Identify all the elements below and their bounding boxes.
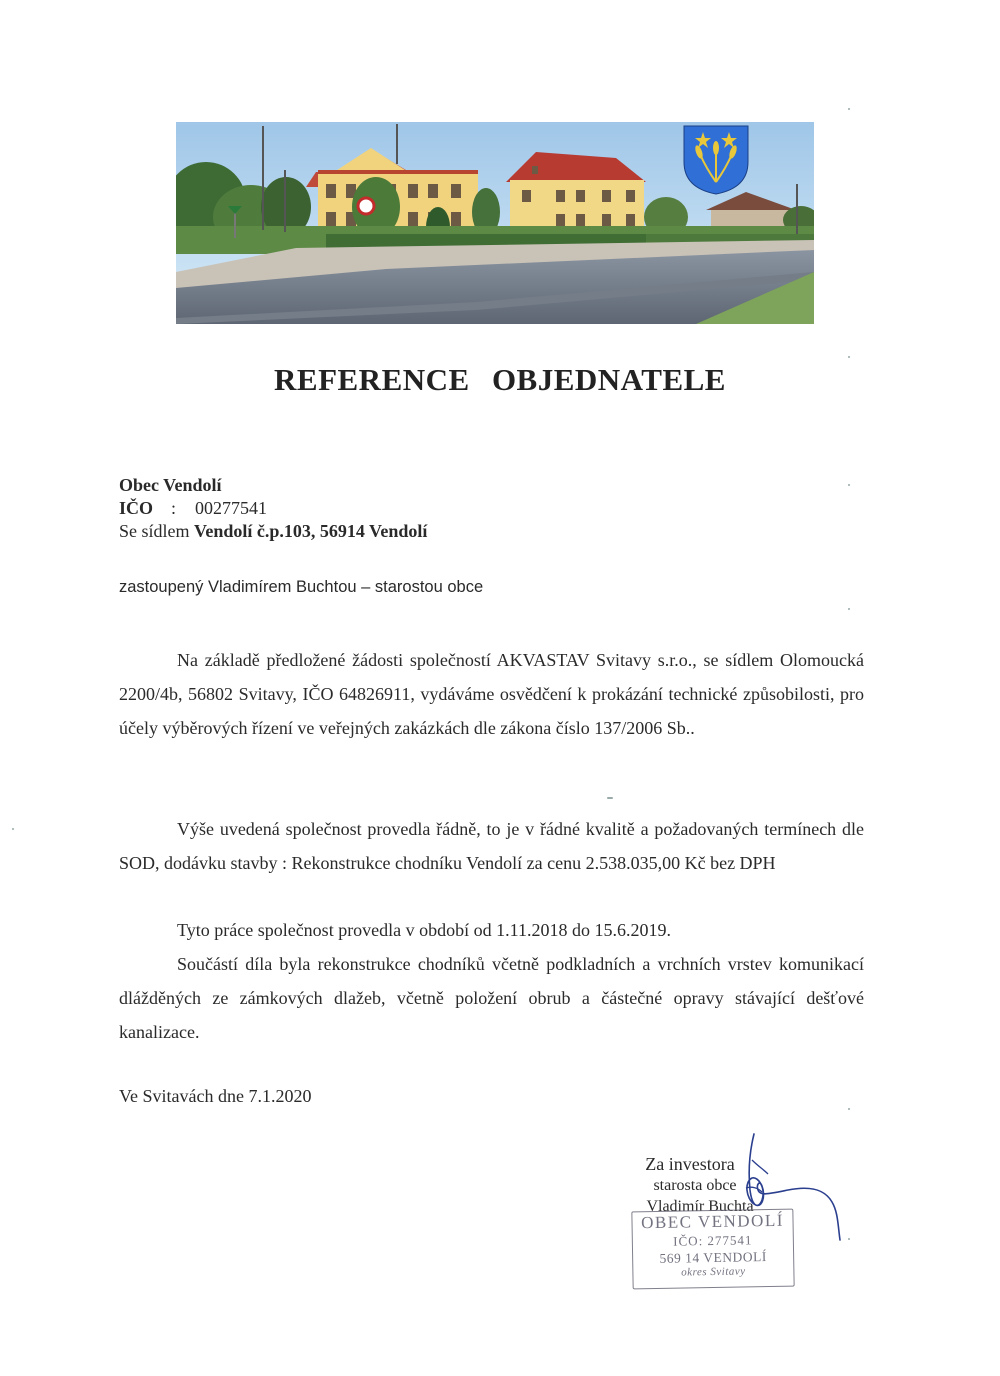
signature-line-2: starosta obce xyxy=(653,1177,737,1194)
stamp-line-1: OBEC VENDOLÍ xyxy=(640,1210,785,1233)
paragraph-3 xyxy=(119,913,864,947)
paragraph-1 xyxy=(119,643,864,745)
ico-label: IČO xyxy=(119,498,154,518)
client-name: Obec Vendolí xyxy=(119,475,222,495)
paragraph-3-text: Tyto práce společnost provedla v období od 1.11.2018 do 15.6.2019. xyxy=(177,920,671,940)
represented-by: zastoupený Vladimírem Buchtou – starostou obce xyxy=(119,578,484,596)
ico-value: 00277541 xyxy=(195,498,267,518)
village-photo-image xyxy=(176,122,814,324)
stamp-line-3: 569 14 VENDOLÍ xyxy=(659,1249,767,1266)
header-photo xyxy=(176,122,814,324)
document-title: REFERENCE OBJEDNATELE xyxy=(274,362,726,397)
handwritten-signature-icon xyxy=(728,1130,858,1250)
ico-separator: : xyxy=(171,498,177,518)
seat-value: Vendolí č.p.103, 56914 Vendolí xyxy=(194,521,428,541)
seat-prefix: Se sídlem xyxy=(119,521,190,541)
paragraph-1-text: Na základě předložené žádosti společností AKVASTAV Svitavy s.r.o., se sídlem Olomoucká 2200/4b, 56802 Svitavy, IČO 64826911, vydáváme osvědčení k prokázání technické způsobilosti, pro účely výběrových řízení ve veřejných zakázkách dle zákona číslo 137/2006 Sb.. xyxy=(119,650,864,738)
client-block xyxy=(119,474,427,543)
signature-line-3: Vladimír Buchta xyxy=(646,1198,754,1215)
paragraph-2-text: Výše uvedená společnost provedla řádně, to je v řádné kvalitě a požadovaných termínech dle SOD, dodávku stavby : Rekonstrukce chodníku Vendolí za cenu 2.538.035,00 Kč bez DPH xyxy=(119,819,864,873)
coat-of-arms-icon xyxy=(684,126,748,194)
paragraph-2 xyxy=(119,812,864,880)
stamp-line-4: okres Svitavy xyxy=(681,1265,746,1279)
paragraph-4 xyxy=(119,947,864,1049)
date-line: Ve Svitavách dne 7.1.2020 xyxy=(119,1086,312,1106)
paragraph-4-text: Součástí díla byla rekonstrukce chodníků včetně podkladních a vrchních vrstev komunikací dlážděných ze zámkových dlažeb, včetně položení obrub a částečné opravy stávající dešťové kanalizace. xyxy=(119,954,864,1042)
stamp-line-2: IČO: 277541 xyxy=(673,1232,753,1249)
signature-line-1: Za investora xyxy=(645,1154,735,1174)
